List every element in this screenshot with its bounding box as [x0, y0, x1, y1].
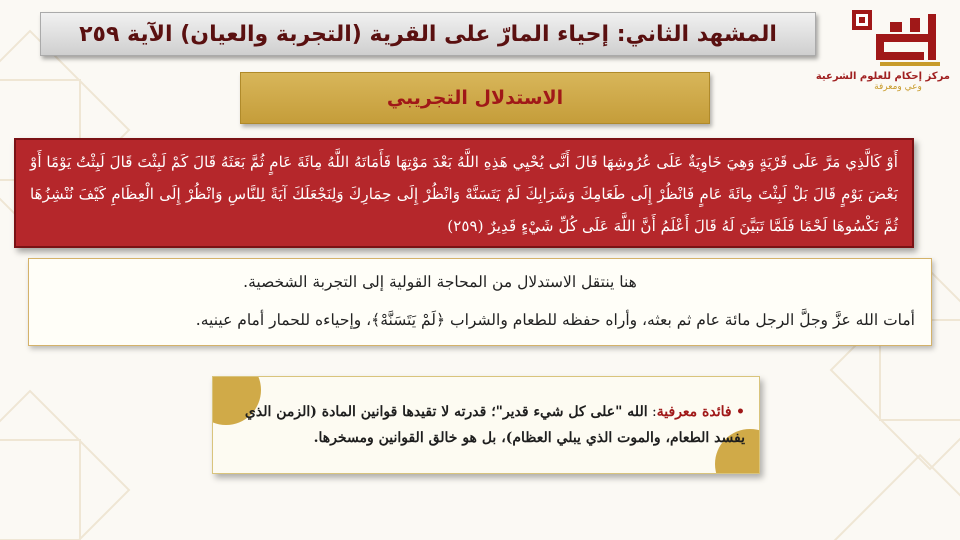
label-separator: : [647, 404, 657, 420]
verse-box [14, 138, 914, 248]
slide-title: المشهد الثاني: إحياء المارّ على القرية (التجربة والعيان) الآية ٢٥٩ [79, 21, 777, 47]
bullet-icon: • [736, 404, 745, 420]
slide-title-bar [40, 12, 816, 56]
quran-verse: أَوْ كَالَّذِي مَرَّ عَلَى قَرْيَةٍ وَهِيَ خَاوِيَةٌ عَلَى عُرُوشِهَا قَالَ أَنَّى يُحْيِي هَذِهِ اللَّهُ بَعْدَ مَوْتِهَا فَأَمَاتَهُ اللَّهُ مِائَةَ عَامٍ ثُمَّ بَعَثَهُ قَالَ كَمْ لَبِثْتَ قَالَ لَبِثْتُ يَوْمًا أَوْ بَعْضَ يَوْمٍ قَالَ بَلْ لَبِثْتَ مِائَةَ عَامٍ فَانْظُرْ إِلَى طَعَامِكَ وَشَرَابِكَ لَمْ يَتَسَنَّهْ وَانْظُرْ إِلَى حِمَارِكَ وَلِنَجْعَلَكَ آيَةً لِلنَّاسِ وَانْظُرْ إِلَى الْعِظَامِ كَيْفَ نُنْشِزُهَا ثُمَّ نَكْسُوهَا لَحْمًا فَلَمَّا تَبَيَّنَ لَهُ قَالَ أَعْلَمُ أَنَّ اللَّهَ عَلَى كُلِّ شَيْءٍ قَدِيرٌ (٢٥٩) [30, 153, 898, 235]
insight-note-box [212, 376, 760, 474]
explanation-box [28, 258, 932, 346]
insight-note [213, 377, 759, 451]
logo-caption: مركز إحكام للعلوم الشرعية [815, 71, 950, 82]
insight-text: الله "على كل شيء قدير"؛ قدرته لا تقيدها قوانين المادة (الزمن الذي يفسد الطعام، والموت الذي يبلي العظام)، بل هو خالق القوانين ومسخرها. [244, 404, 745, 446]
insight-label: فائدة معرفية [656, 404, 732, 420]
section-heading-box [240, 72, 710, 124]
logo-tagline: وعي ومعرفة [874, 82, 922, 92]
logo [815, 4, 950, 100]
explanation-line-2: أمات الله عزَّ وجلَّ الرجل مائة عام ثم بعثه، وأراه حفظه للطعام والشراب ﴿لَمْ يَتَسَنَّهْ﴾، وإحياءه للحمار أمام عينيه. [195, 311, 915, 329]
ihkam-logo-icon [846, 4, 950, 70]
explanation-line-1: هنا ينتقل الاستدلال من المحاجة القولية إلى التجربة الشخصية. [243, 273, 637, 291]
section-heading: الاستدلال التجريبي [386, 87, 564, 109]
